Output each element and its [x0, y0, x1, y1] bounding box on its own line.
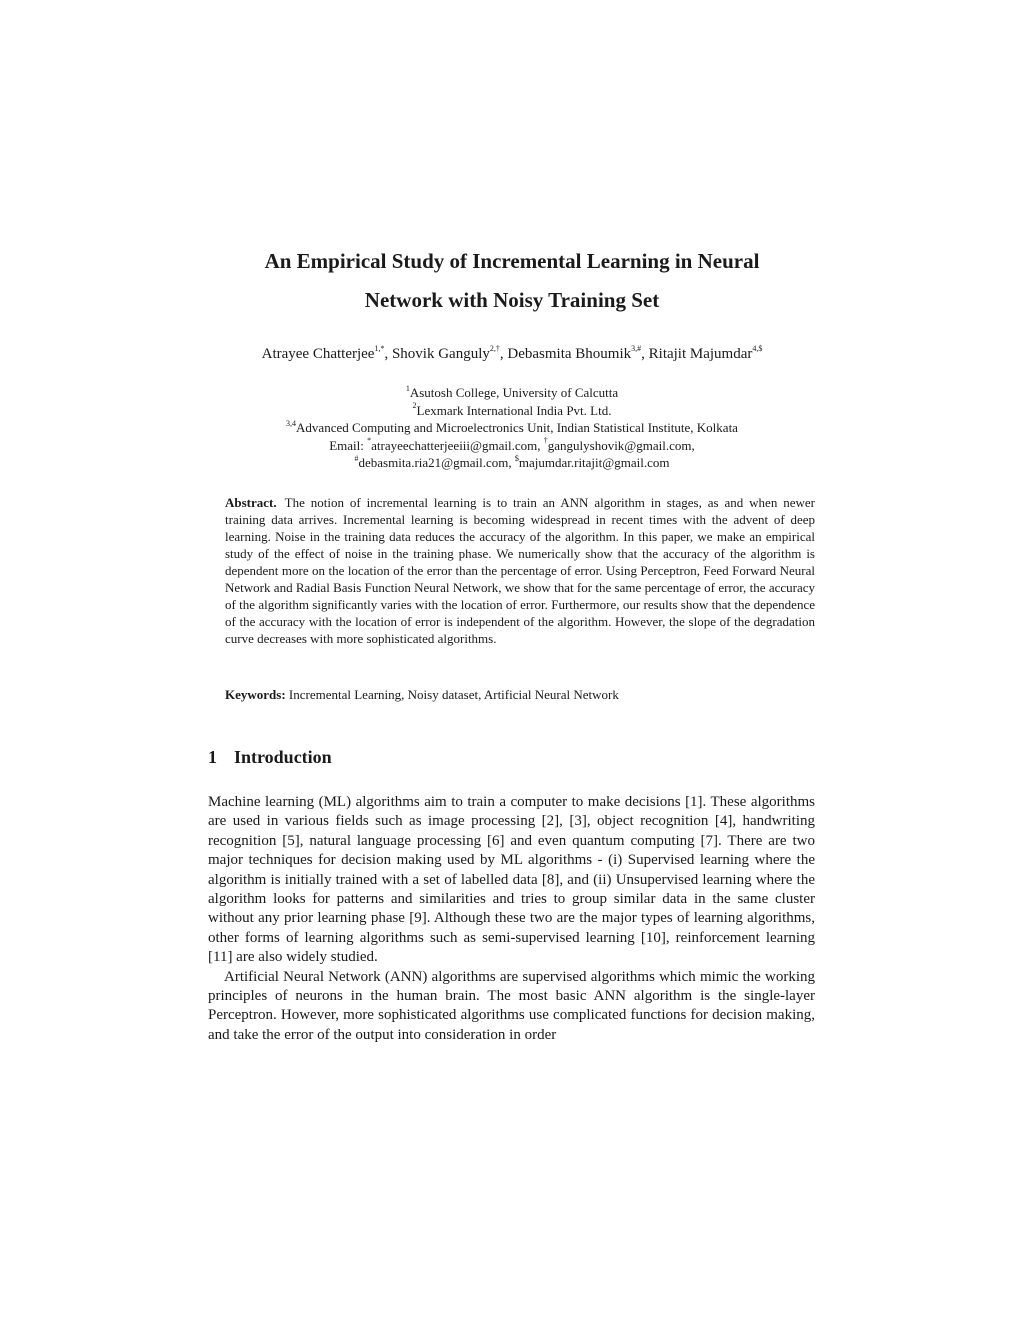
body-text	[208, 793, 815, 1045]
keywords-text: Incremental Learning, Noisy dataset, Artificial Neural Network	[285, 687, 619, 702]
author-list	[120, 344, 904, 364]
abstract	[225, 494, 815, 647]
title-line-1: An Empirical Study of Incremental Learning in Neural	[264, 249, 760, 273]
paragraph: Machine learning (ML) algorithms aim to train a computer to make decisions [1]. These algorithms are used in various fields such as image processing [2], [3], object recognition [4], handwriting recognition [5], natural language processing [6] and even quantum computing [7]. There are two major techniques for decision making used by ML algorithms - (i) Supervised learning where the algorithm is initially trained with a set of labelled data [8], and (ii) Unsupervised learning where the algorithm looks for patterns and similarities and tries to group similar data in the same cluster without any prior learning phase [9]. Although these two are the major types of learning algorithms, other forms of learning algorithms such as semi-supervised learning [10], reinforcement learning [11] are also widely studied.	[208, 794, 815, 966]
affiliation: $^2$Lexmark International India Pvt. Ltd.	[412, 401, 612, 418]
keywords	[225, 686, 815, 703]
affiliations	[120, 384, 904, 472]
affiliation: $^{3,4}$Advanced Computing and Microelectronics Unit, Indian Statistical Institute, Kolkata	[286, 418, 738, 435]
author: Debasmita Bhoumik$^{3,\#}$,	[507, 344, 649, 362]
paper-title	[150, 242, 874, 320]
abstract-text: The notion of incremental learning is to train an ANN algorithm in stages, as and when newer training data arrives. Incremental learning is becoming widespread in recent times with the advent of deep learning. Noise in the training data reduces the accuracy of the algorithm. In this paper, we make an empirical study of the effect of noise in the training phase. We numerically show that the accuracy of the algorithm is dependent more on the location of the error than the percentage of error. Using Perceptron, Feed Forward Neural Network and Radial Basis Function Neural Network, we show that for the same percentage of error, the accuracy of the algorithm significantly varies with the location of error. Furthermore, our results show that the dependence of the accuracy with the location of error is independent of the algorithm. However, the slope of the degradation curve decreases with more sophisticated algorithms.	[225, 495, 815, 646]
keywords-label: Keywords:	[225, 687, 286, 702]
title-line-2: Network with Noisy Training Set	[364, 288, 660, 312]
section-title: Introduction	[234, 747, 332, 767]
author: Atrayee Chatterjee$^{1,*}$,	[261, 344, 392, 362]
affiliation: $^1$Asutosh College, University of Calcutta	[405, 383, 619, 400]
email-line: Email: *atrayeechatterjeeiii@gmail.com, †gangulyshovik@gmail.com,	[329, 436, 695, 453]
author: Ritajit Majumdar$^{4,\$}$	[648, 344, 763, 362]
email-line: #debasmita.ria21@gmail.com, $majumdar.ritajit@gmail.com	[354, 453, 670, 470]
section-heading	[208, 746, 332, 768]
author: Shovik Ganguly$^{2,\dagger}$,	[391, 344, 508, 362]
paragraph: Artificial Neural Network (ANN) algorithms are supervised algorithms which mimic the working principles of neurons in the human brain. The most basic ANN algorithm is the single-layer Perceptron. However, more sophisticated algorithms use complicated functions for decision making, and take the error of the output into consideration in order	[208, 968, 815, 1043]
section-number: 1	[208, 747, 217, 767]
abstract-label: Abstract.	[225, 495, 277, 510]
